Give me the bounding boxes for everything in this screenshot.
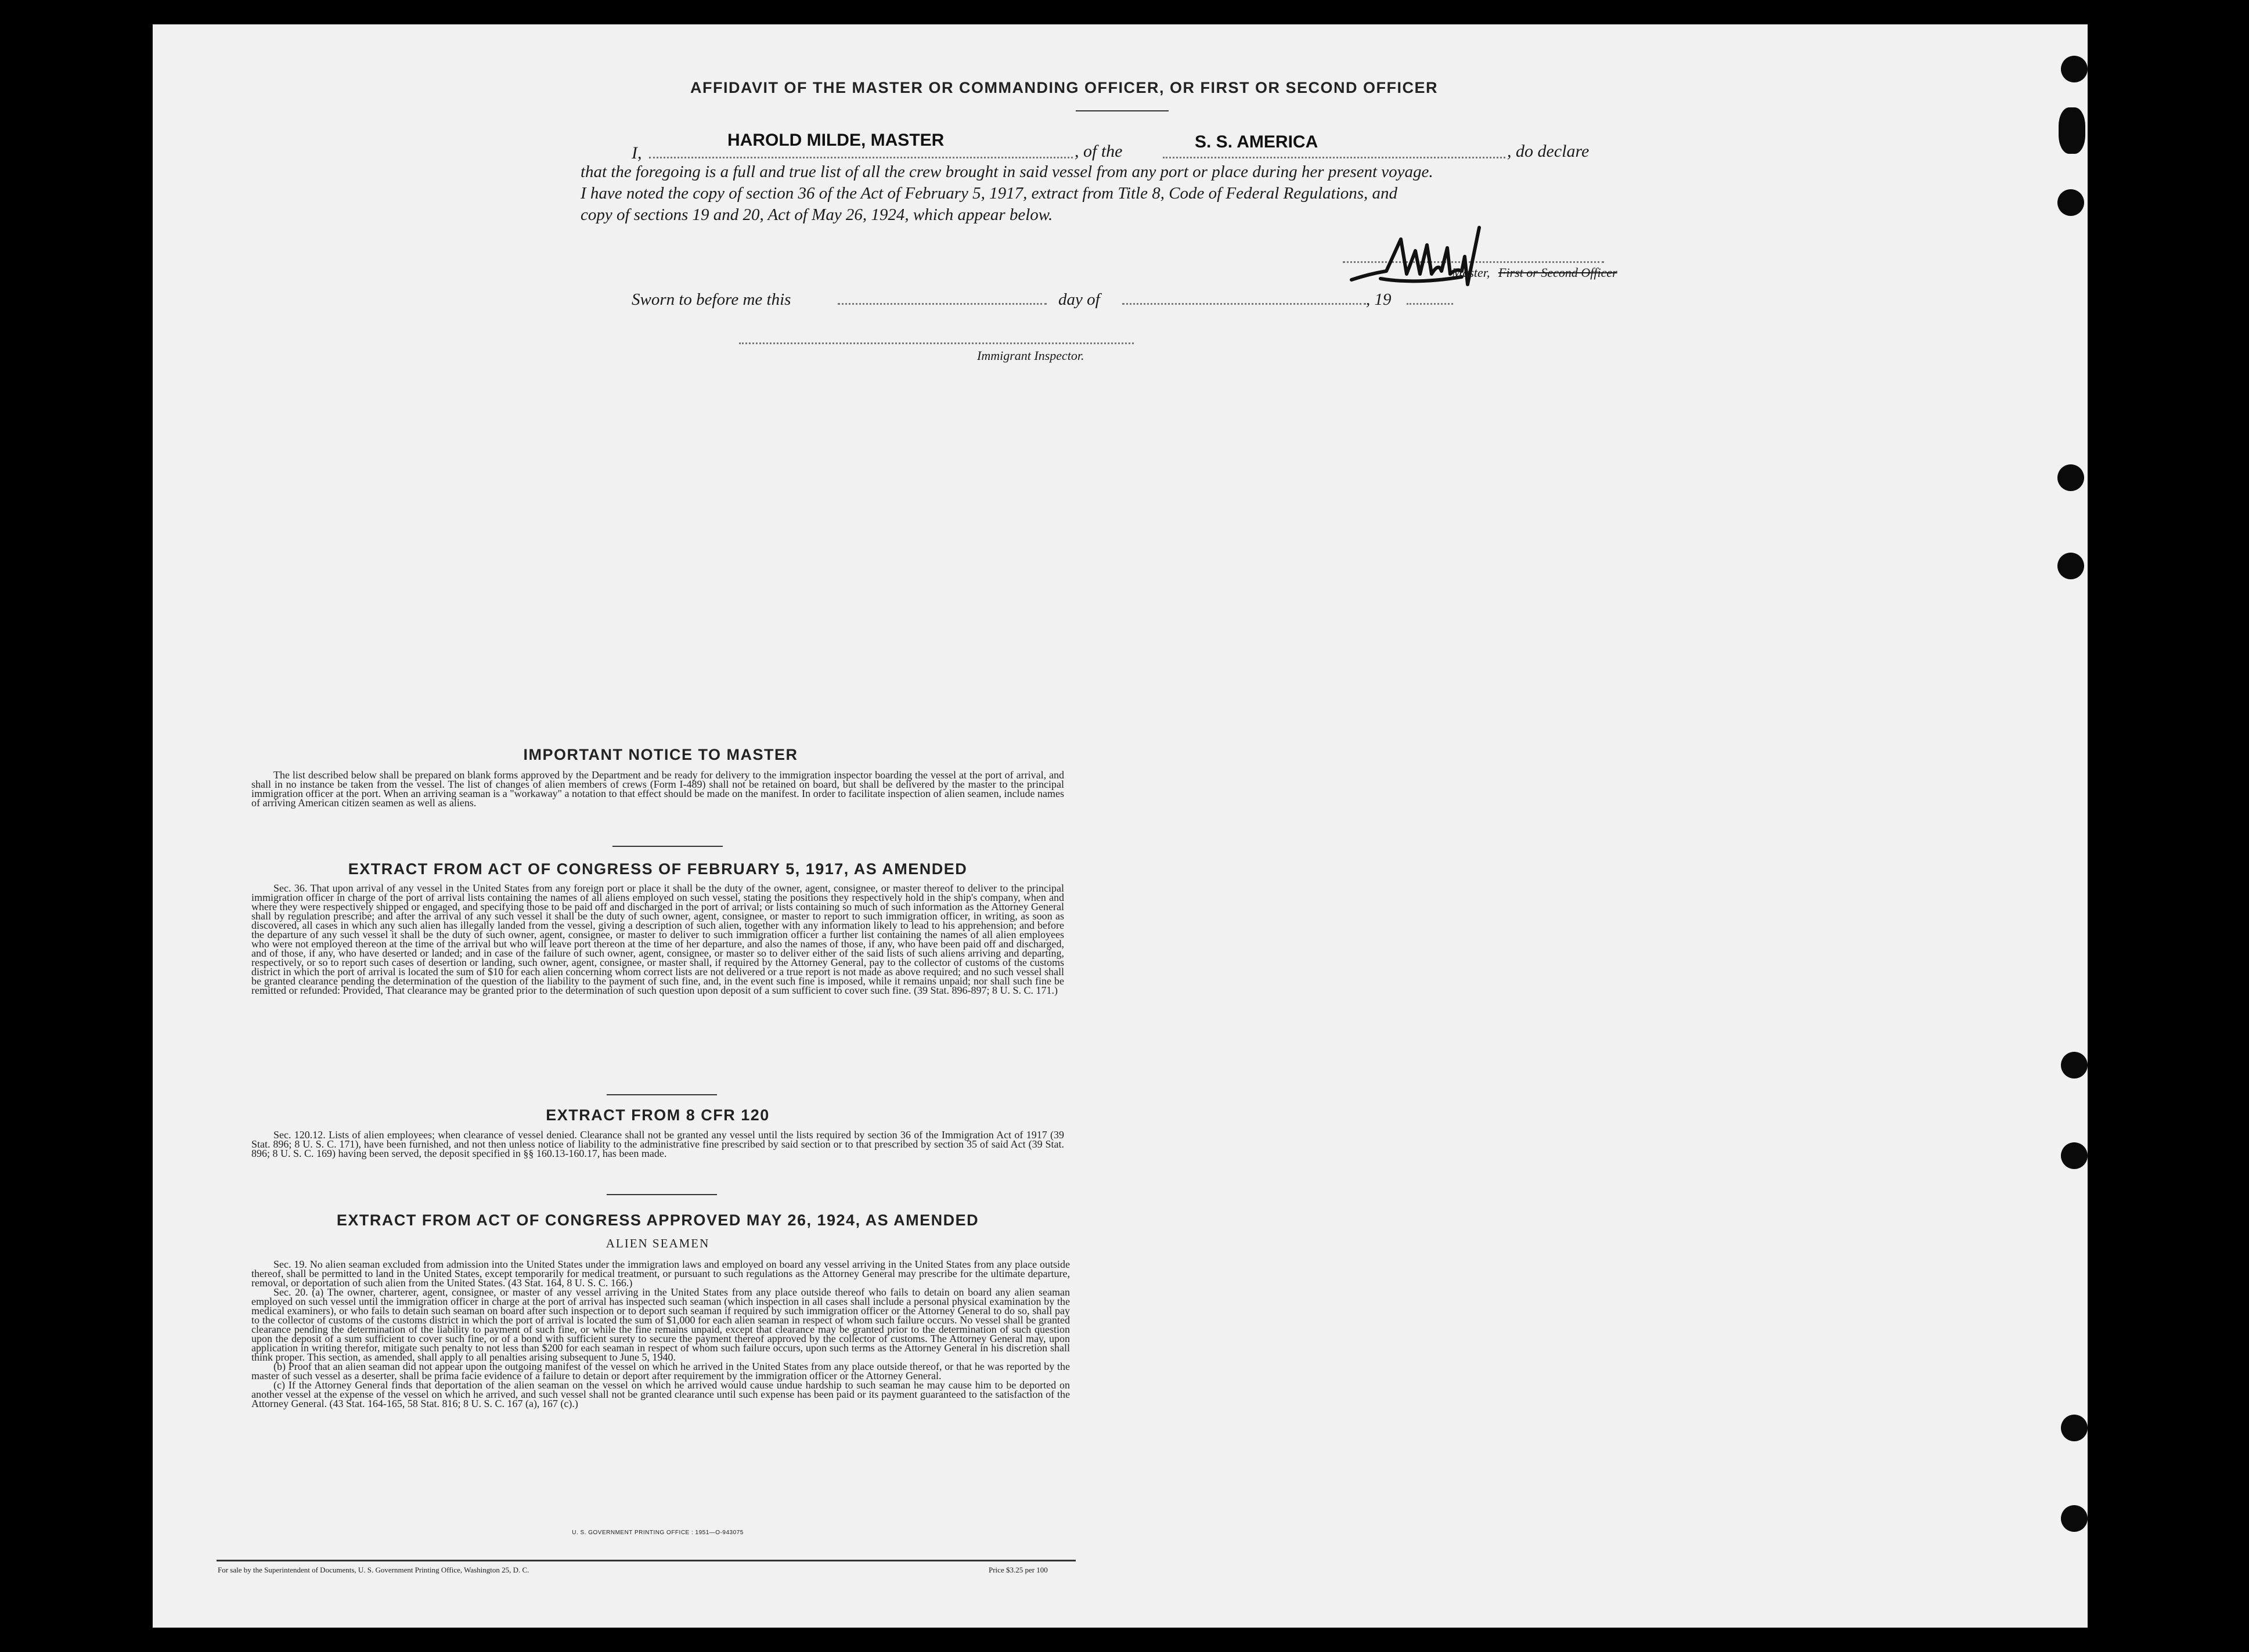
signer-role-struck: First or Second Officer <box>1498 265 1617 280</box>
gpo-imprint: U. S. GOVERNMENT PRINTING OFFICE : 1951—O-943075 <box>572 1530 744 1536</box>
master-name-field: HAROLD MILDE, MASTER <box>727 131 945 150</box>
extract-1917-title: EXTRACT FROM ACT OF CONGRESS OF FEBRUARY 5, 1917, AS AMENDED <box>348 860 968 878</box>
sec36-paragraph: Sec. 36. That upon arrival of any vessel in the United States from any foreign port or place it shall be the duty of the owner, agent, consignee, or master thereof to deliver to the principal immigration officer in charge of the port of arrival lists containing the names of all aliens employed on such vessel, stating the positions they respectively hold in the ship's company, when and where they were respectively shipped or engaged, and specifying those to be paid off and discharged in the port of arrival; or lists containing so much of such information as the Attorney General shall by regulation prescribe; and after the arrival of any such vessel it shall be the duty of such owner, agent, consignee, or master to report to such immigration officer, in writing, as soon as discovered, all cases in which any such alien has illegally landed from the vessel, giving a description of such alien, together with any information likely to lead to his apprehension; and before the departure of any such vessel it shall be the duty of such owner, agent, consignee, or master to deliver to such immigration officer a further list containing the names of all alien employees who were not employed thereon at the time of the arrival but who will leave port thereon at the time of her departure, and also the names of those, if any, who have been paid off and discharged, and of those, if any, who have deserted or landed; and in case of the failure of such owner, agent, consignee, or master so to deliver either of the said lists of such aliens arriving and departing, respectively, or so to report such cases of desertion or landing, such owner, agent, consignee, or master shall, if required by the Attorney General, pay to the collector of customs of the customs district in which the port of arrival is located the sum of $10 for each alien concerning whom correct lists are not delivered or a true report is not made as above required; and no such vessel shall be granted clearance pending the determination of the question of the liability to the payment of such fine, and, in the event such fine is imposed, while it remains unpaid; nor shall such fine be remitted or refunded: Provided, That clearance may be granted prior to the determination of such question upon deposit of a sum sufficient to cover such fine. (39 Stat. 896-897; 8 U. S. C. 171.) <box>251 882 1064 996</box>
binder-hole <box>2057 553 2084 579</box>
year-prefix: , 19 <box>1366 290 1392 309</box>
binder-hole <box>2057 189 2084 216</box>
binder-hole <box>2059 107 2085 154</box>
binder-hole <box>2061 56 2088 82</box>
vessel-name-line <box>1163 157 1505 158</box>
extract-1924-title: EXTRACT FROM ACT OF CONGRESS APPROVED MAY 26, 1924, AS AMENDED <box>336 1211 979 1229</box>
extract-1924-subtitle: ALIEN SEAMEN <box>606 1236 710 1250</box>
do-declare-text: , do declare <box>1507 142 1590 161</box>
sale-notice: For sale by the Superintendent of Documents, U. S. Government Printing Office, Washington 25, D. C. <box>218 1566 529 1574</box>
sworn-month-line <box>1122 303 1366 305</box>
footer-rule <box>217 1560 1076 1561</box>
binder-hole <box>2061 1415 2088 1441</box>
notice-title: IMPORTANT NOTICE TO MASTER <box>523 746 798 763</box>
affidavit-body-line2: I have noted the copy of section 36 of the Act of February 5, 1917, extract from Title 8, Code of Federal Regulations, and <box>581 184 1398 203</box>
binder-hole <box>2061 1052 2088 1079</box>
notice-divider <box>612 846 723 847</box>
sworn-text: Sworn to before me this <box>632 290 791 309</box>
extract-cfr-text <box>251 1130 1064 1158</box>
binder-hole <box>2061 1142 2088 1169</box>
price-notice: Price $3.25 per 100 <box>989 1566 1048 1574</box>
extract-1917-text <box>251 883 1064 995</box>
of-the-text: , of the <box>1075 142 1123 161</box>
inspector-label: Immigrant Inspector. <box>977 348 1084 363</box>
sec20b-paragraph: (b) Proof that an alien seaman did not appear upon the outgoing manifest of the vessel on which he arrived in the United States from any place outside thereof, or that he was reported by the master of such vessel as a deserter, shall be prima facie evidence of a failure to detain or deport after requirement by the immigration officer or the Attorney General. <box>251 1361 1070 1382</box>
extract-cfr-title: EXTRACT FROM 8 CFR 120 <box>546 1106 770 1124</box>
sworn-year-line <box>1407 303 1453 305</box>
title-divider <box>1076 110 1169 111</box>
document-page <box>153 24 2088 1628</box>
affidavit-prefix: I, <box>632 143 642 163</box>
day-of-text: day of <box>1058 290 1100 309</box>
sworn-day-line <box>838 303 1047 305</box>
binder-hole <box>2061 1505 2088 1532</box>
sec120-paragraph: Sec. 120.12. Lists of alien employees; when clearance of vessel denied. Clearance shall not be granted any vessel until the lists required by section 36 of the Immigration Act of 1917 (39 Stat. 896; 8 U. S. C. 171), have been furnished, and not then unless notice of liability to the administrative fine prescribed by said section or to that prescribed by section 35 of said Act (39 Stat. 896; 8 U. S. C. 169) having been served, the deposit specified in §§ 160.13-160.17, has been made. <box>251 1129 1064 1159</box>
affidavit-title: AFFIDAVIT OF THE MASTER OR COMMANDING OFFICER, OR FIRST OR SECOND OFFICER <box>690 79 1438 96</box>
signer-role-master: Master, <box>1452 265 1490 280</box>
binder-hole <box>2057 464 2084 491</box>
sec20a-paragraph: Sec. 20. (a) The owner, charterer, agent, consignee, or master of any vessel arriving in the United States from any place outside thereof who fails to detain on board any alien seaman employed on such vessel until the immigration officer in charge at the port of arrival has inspected such seaman (which inspection in all cases shall include a personal physical examination by the medical examiners), or who fails to detain such seaman on board after such inspection or to deport such seaman if required by such immigration officer or the Attorney General to do so, shall pay to the collector of customs of the customs district in which the port of arrival is located the sum of $1,000 for each alien seaman in respect of whom such failure occurs. No vessel shall be granted clearance pending the determination of the liability to payment of such fine, or while the fine remains unpaid, except that clearance may be granted prior to the determination of such question upon the deposit of a sum sufficient to cover such fine, or of a bond with sufficient surety to secure the payment thereof approved by the collector of customs. The Attorney General may, upon application in writing therefor, mitigate such penalty to not less than $200 for each seaman in respect of whom such failure occurs, upon such terms as the Attorney General in his discretion shall think proper. This section, as amended, shall apply to all penalties arising subsequent to June 5, 1940. <box>251 1286 1070 1363</box>
sec19-paragraph: Sec. 19. No alien seaman excluded from admission into the United States under the immigration laws and employed on board any vessel arriving in the United States from any place outside thereof, shall be permitted to land in the United States, except temporarily for medical treatment, or pursuant to such regulations as the Attorney General may prescribe for the ultimate departure, removal, or deportation of such alien from the United States. (43 Stat. 164, 8 U. S. C. 166.) <box>251 1258 1070 1289</box>
master-name-line <box>649 157 1073 158</box>
notice-text <box>251 770 1064 807</box>
affidavit-body-line3: copy of sections 19 and 20, Act of May 26, 1924, which appear below. <box>581 205 1053 224</box>
extract-1924-text <box>251 1260 1070 1408</box>
notice-paragraph: The list described below shall be prepared on blank forms approved by the Department and be ready for delivery to the immigration inspector boarding the vessel at the port of arrival, and shall in no instance be taken from the vessel. The list of changes of alien members of crews (Form I-489) shall not be retained on board, but shall be delivered by the master to the principal immigration officer at the port. When an arriving seaman is a "workaway" a notation to that effect should be made on the manifest. In order to facilitate inspection of alien seamen, include names of arriving American citizen seamen as well as aliens. <box>251 769 1064 809</box>
extract-1917-divider <box>607 1094 717 1095</box>
vessel-name-field: S. S. AMERICA <box>1195 132 1318 152</box>
sec20c-paragraph: (c) If the Attorney General finds that deportation of the alien seaman on the vessel on which he arrived would cause undue hardship to such seaman he may cause him to be deported on another vessel at the expense of the vessel on which he arrived, and such vessel shall not be granted clearance until such expense has been paid or its payment guaranteed to the satisfaction of the Attorney General. (43 Stat. 164-165, 58 Stat. 816; 8 U. S. C. 167 (a), 167 (c).) <box>251 1379 1070 1409</box>
affidavit-body-line1: that the foregoing is a full and true list of all the crew brought in said vessel from any port or place during her present voyage. <box>581 163 1433 181</box>
extract-cfr-divider <box>607 1194 717 1195</box>
inspector-signature-line <box>739 342 1134 344</box>
